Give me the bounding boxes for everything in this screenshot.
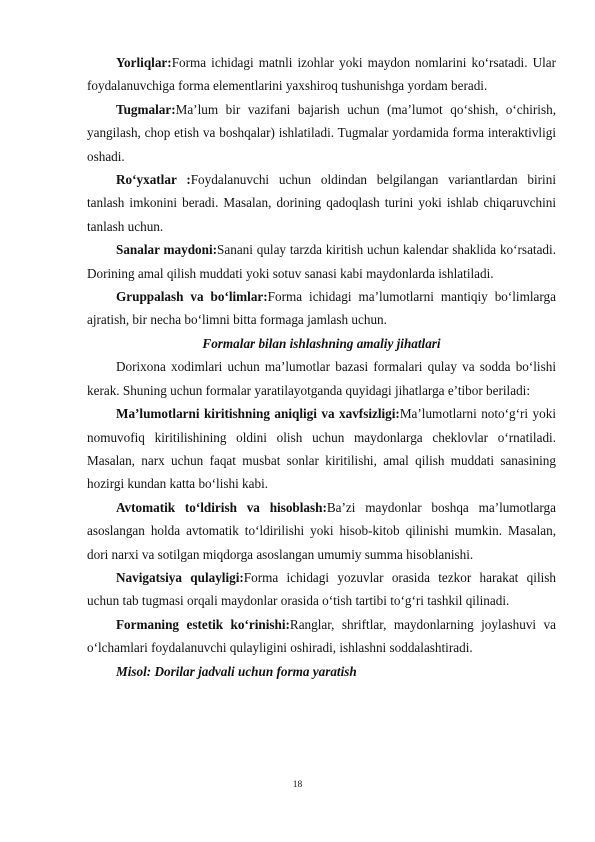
paragraph-autofill [87, 496, 556, 566]
term-grouping: Gruppalash va bo‘limlar: [116, 289, 268, 305]
term-autofill: Avtomatik to‘ldirish va hisoblash: [116, 499, 327, 515]
term-accuracy: Ma’lumotlarni kiritishning aniqligi va xavfsizligi: [116, 406, 400, 422]
term-labels: Yorliqlar: [116, 55, 172, 70]
intro-paragraph: Dorixona xodimlari uchun ma’lumotlar bazasi formalari qulay va sodda bo‘lishi kerak. Shuning uchun formalar yaratilayotganda quyidagi jihatlarga e’tibor beriladi: [87, 359, 556, 398]
paragraph-aesthetics [87, 613, 556, 660]
page-content [87, 51, 556, 683]
text-autofill: Ba’zi maydonlar boshqa ma’lumotlarga asoslangan holda avtomatik to‘ldirilishi yoki hisob-kitob qilinishi mumkin. Masalan, dori narxi va sotilgan miqdorga asoslangan umumiy summa hisoblanishi. [87, 499, 556, 562]
section-heading: Formalar bilan ishlashning amaliy jihatlari [202, 335, 441, 351]
term-buttons: Tugmalar: [116, 101, 176, 117]
term-lists: Ro‘yxatlar : [116, 172, 191, 188]
paragraph-lists [87, 168, 556, 238]
text-lists: Foydalanuvchi uchun oldindan belgilangan variantlardan birini tanlash imkonini beradi. Masalan, dorining qadoqlash turini yoki ishlab chiqaruvchini tanlash uchun. [87, 172, 556, 234]
text-labels: Forma ichidagi matnli izohlar yoki maydon nomlarini ko‘rsatadi. Ular foydalanuvchiga forma elementlarini yaxshiroq tushunishga yordam beradi. [87, 55, 556, 94]
term-navigation: Navigatsiya qulayligi: [116, 569, 244, 585]
paragraph-navigation [87, 566, 556, 613]
text-date-field: Sanani qulay tarzda kiritish uchun kalendar shaklida ko‘rsatadi. Dorining amal qilish muddati yoki sotuv sanasi kabi maydonlarda ishlatiladi. [87, 242, 556, 281]
text-grouping: Forma ichidagi ma’lumotlarni mantiqiy bo‘limlarga ajratish, bir necha bo‘limni bitta formaga jamlash uchun. [87, 289, 556, 328]
text-accuracy: Ma’lumotlarni noto‘g‘ri yoki nomuvofiq kiritilishining oldini olish uchun maydonlarga cheklovlar o‘rnatiladi. Masalan, narx uchun faqat musbat sonlar kiritilishi, amal qilish muddati sanasining hozirgi kundan katta bo‘lishi kabi. [87, 406, 556, 492]
text-buttons: Ma’lum bir vazifani bajarish uchun (ma’lumot qo‘shish, o‘chirish, yangilash, chop etish va boshqalar) ishlatiladi. Tugmalar yordamida forma interaktivligi oshadi. [87, 101, 556, 164]
paragraph-date-field [87, 238, 556, 285]
paragraph-labels [87, 51, 556, 98]
example-title: Misol: Dorilar jadvali uchun forma yaratish [116, 663, 357, 679]
page-number: 18 [292, 780, 303, 790]
text-navigation: Forma ichidagi yozuvlar orasida tezkor harakat qilish uchun tab tugmasi orqali maydonlar orasida o‘tish tartibi to‘g‘ri tashkil qilinadi. [87, 569, 556, 609]
paragraph-buttons [87, 98, 556, 168]
paragraph-grouping [87, 285, 556, 332]
term-aesthetics: Formaning estetik ko‘rinishi: [116, 616, 290, 632]
text-aesthetics: Ranglar, shriftlar, maydonlarning joylashuvi va o‘lchamlari foydalanuvchi qulayligini oshiradi, ishlashni soddalashtiradi. [87, 616, 556, 656]
paragraph-accuracy [87, 402, 556, 496]
term-date-field: Sanalar maydoni: [116, 242, 218, 258]
